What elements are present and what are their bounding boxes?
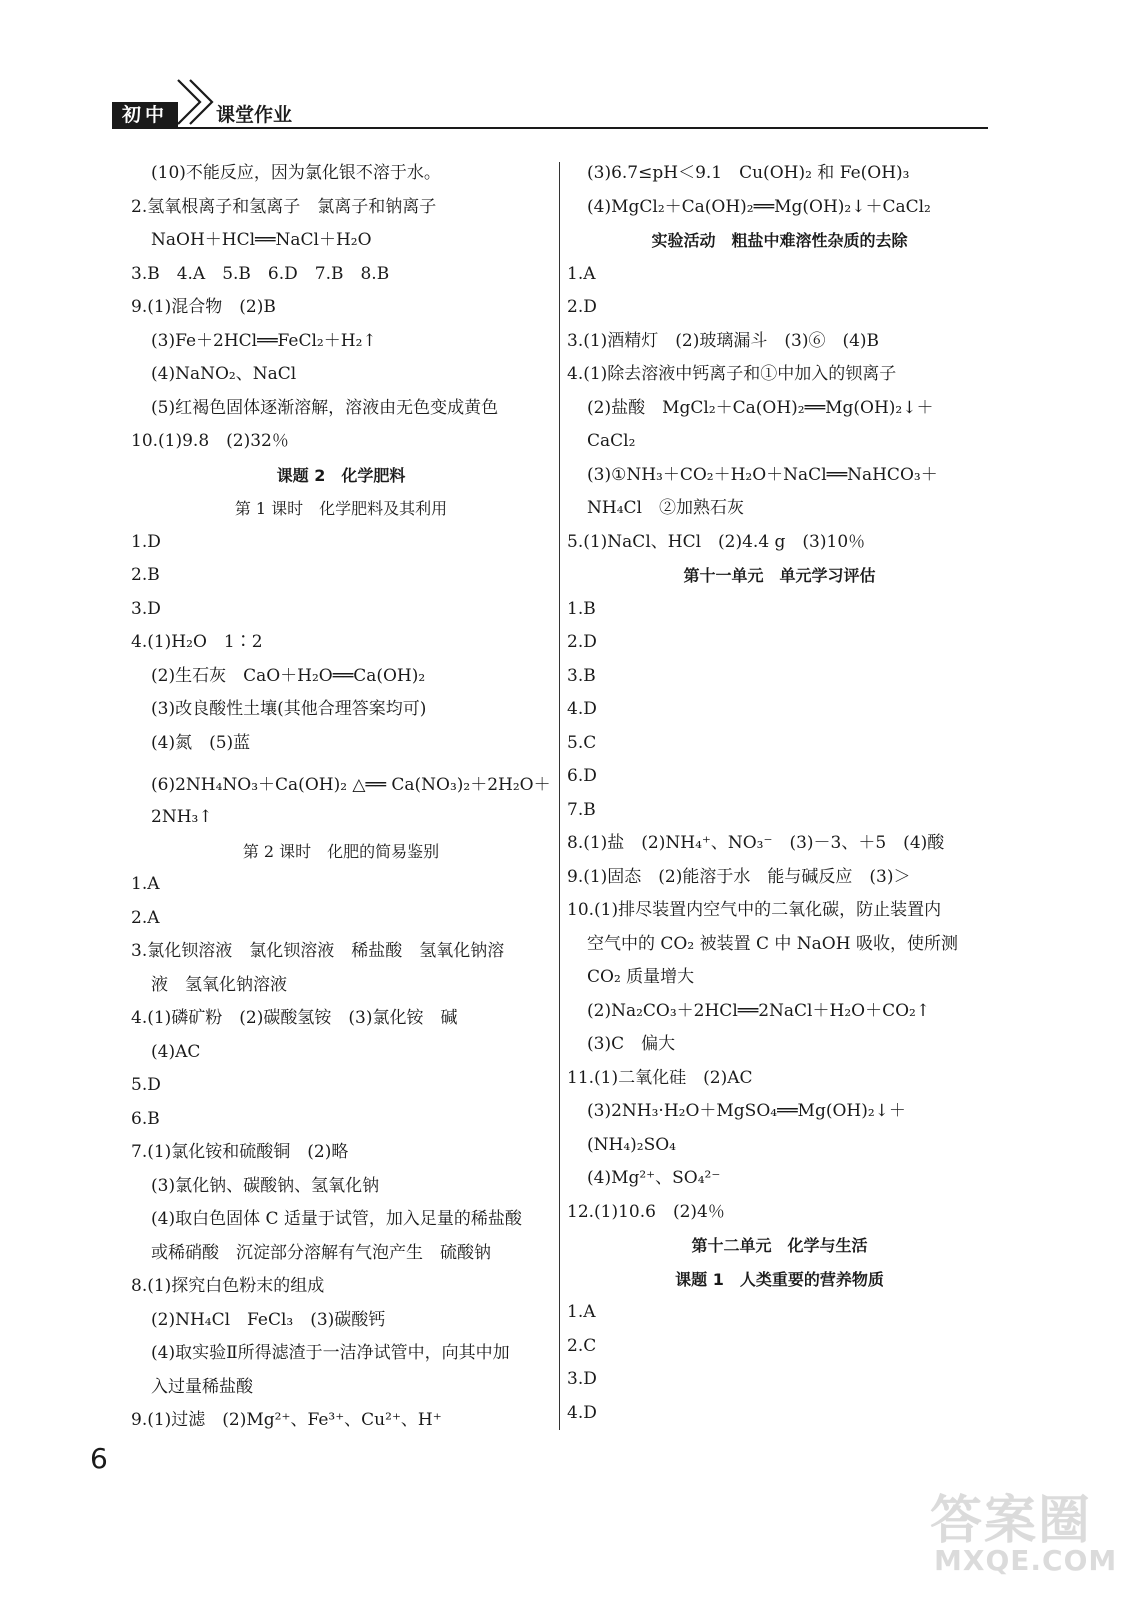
answer-line: 3.D: [131, 598, 161, 619]
answer-line: 3.氯化钡溶液 氯化钡溶液 稀盐酸 氢氧化钠溶: [131, 941, 505, 961]
answer-line: 或稀硝酸 沉淀部分溶解有气泡产生 硫酸钠: [151, 1242, 491, 1263]
answer-line: 5.C: [567, 732, 597, 753]
grade-badge: 初中: [112, 102, 178, 128]
answer-line: CO₂ 质量增大: [587, 967, 695, 987]
column-divider: [559, 162, 560, 1430]
watermark-url: MXQE.COM: [934, 1544, 1118, 1577]
answer-line: 1.D: [131, 531, 161, 552]
answer-line: (2)生石灰 CaO＋H₂O══Ca(OH)₂: [151, 665, 426, 686]
answer-line: (4)MgCl₂＋Ca(OH)₂══Mg(OH)₂↓＋CaCl₂: [587, 196, 931, 217]
answer-line: (4)NaNO₂、NaCl: [151, 364, 297, 384]
lesson-heading: 第 1 课时 化学肥料及其利用: [234, 499, 448, 518]
answer-line: 4.(1)除去溶液中钙离子和①中加入的钡离子: [567, 364, 897, 384]
answer-line: 10.(1)排尽装置内空气中的二氧化碳，防止装置内: [567, 900, 942, 920]
answer-line: (NH₄)₂SO₄: [587, 1134, 676, 1155]
answer-line: (3)Fe＋2HCl══FeCl₂＋H₂↑: [151, 330, 377, 351]
answer-line: 9.(1)固态 (2)能溶于水 能与碱反应 (3)＞: [567, 866, 911, 887]
left-column: [131, 157, 551, 1438]
answer-line: 4.D: [567, 699, 597, 719]
answer-line: 3.(1)酒精灯 (2)玻璃漏斗 (3)⑥ (4)B: [567, 330, 880, 351]
answer-line: (4)取白色固体 C 适量于试管，加入足量的稀盐酸: [151, 1209, 522, 1229]
answer-line: 8.(1)探究白色粉末的组成: [131, 1276, 325, 1296]
answer-line: 7.B: [567, 799, 596, 820]
answer-line: 2.C: [567, 1335, 597, 1356]
answer-line: 4.D: [567, 1402, 597, 1423]
answer-line: 3.B 4.A 5.B 6.D 7.B 8.B: [131, 263, 390, 284]
answer-line: CaCl₂: [587, 431, 636, 451]
answer-line: (2)Na₂CO₃＋2HCl══2NaCl＋H₂O＋CO₂↑: [587, 1000, 931, 1021]
answer-line: 1.A: [567, 1302, 596, 1322]
answer-line: 空气中的 CO₂ 被装置 C 中 NaOH 吸收，使所测: [587, 933, 958, 954]
answer-line: NH₄Cl ②加熟石灰: [587, 498, 744, 518]
answer-line: (4)AC: [151, 1041, 201, 1062]
answer-line: 2.D: [567, 632, 597, 652]
answer-line: 6.D: [567, 766, 597, 786]
page-header: [112, 78, 988, 128]
section-heading: 实验活动 粗盐中难溶性杂质的去除: [651, 231, 908, 250]
answer-line: 2.B: [131, 565, 160, 585]
answer-line: (3)6.7≤pH＜9.1 Cu(OH)₂ 和 Fe(OH)₃: [587, 163, 910, 183]
section-heading: 课题 1 人类重要的营养物质: [675, 1269, 884, 1289]
book-title: 课堂作业: [216, 104, 293, 126]
lesson-heading: 第 2 课时 化肥的简易鉴别: [242, 841, 440, 861]
answer-line: 2.A: [131, 907, 160, 928]
answer-line: (3)改良酸性土壤(其他合理答案均可): [151, 699, 427, 719]
answer-line: 5.D: [131, 1075, 161, 1095]
answer-line: (10)不能反应，因为氯化银不溶于水。: [151, 163, 441, 183]
section-heading: 课题 2 化学肥料: [276, 465, 406, 485]
answer-line: (6)2NH₄NO₃＋Ca(OH)₂ △══ Ca(NO₃)₂＋2H₂O＋: [151, 775, 551, 795]
answer-line: NaOH＋HCl══NaCl＋H₂O: [151, 230, 372, 250]
answer-line: 2.D: [567, 297, 597, 317]
answer-line: 2.氢氧根离子和氢离子 氯离子和钠离子: [131, 196, 437, 217]
answer-line: 入过量稀盐酸: [151, 1376, 253, 1397]
answer-line: 1.B: [567, 598, 596, 619]
answer-line: 10.(1)9.8 (2)32％: [131, 431, 289, 451]
answer-line: (4)氮 (5)蓝: [151, 732, 251, 753]
answer-line: (3)C 偏大: [587, 1034, 676, 1054]
answer-line: 9.(1)过滤 (2)Mg²⁺、Fe³⁺、Cu²⁺、H⁺: [131, 1410, 442, 1430]
answer-line: 11.(1)二氧化硅 (2)AC: [567, 1067, 753, 1088]
answer-line: (2)NH₄Cl FeCl₃ (3)碳酸钙: [151, 1309, 386, 1330]
watermark-logo: [920, 1478, 1120, 1588]
answer-line: 1.A: [567, 263, 596, 284]
answer-line: (2)盐酸 MgCl₂＋Ca(OH)₂══Mg(OH)₂↓＋: [587, 397, 934, 418]
answer-line: 1.A: [131, 874, 160, 894]
answer-line: 2NH₃↑: [151, 807, 213, 827]
right-column: [567, 157, 992, 1430]
answer-line: 3.B: [567, 665, 596, 686]
answer-line: 7.(1)氯化铵和硫酸铜 (2)略: [131, 1142, 349, 1162]
answer-line: 12.(1)10.6 (2)4％: [567, 1201, 725, 1222]
page-number: 6: [90, 1442, 108, 1475]
answer-line: 4.(1)磷矿粉 (2)碳酸氢铵 (3)氯化铵 碱: [131, 1008, 458, 1028]
answer-line: (3)2NH₃·H₂O＋MgSO₄══Mg(OH)₂↓＋: [587, 1101, 906, 1121]
answer-line: 5.(1)NaCl、HCl (2)4.4 g (3)10％: [567, 531, 866, 552]
answer-line: (3)①NH₃＋CO₂＋H₂O＋NaCl══NaHCO₃＋: [587, 464, 938, 485]
answer-line: (5)红褐色固体逐渐溶解，溶液由无色变成黄色: [151, 397, 499, 418]
answer-line: 6.B: [131, 1108, 160, 1129]
answer-line: 8.(1)盐 (2)NH₄⁺、NO₃⁻ (3)－3、＋5 (4)酸: [567, 833, 945, 853]
answer-line: (4)Mg²⁺、SO₄²⁻: [587, 1168, 721, 1188]
answer-line: 液 氢氧化钠溶液: [151, 974, 287, 995]
section-heading: 第十一单元 单元学习评估: [683, 566, 876, 585]
watermark-text: 答案圈: [930, 1491, 1093, 1551]
answer-line: 4.(1)H₂O 1∶2: [131, 632, 263, 652]
section-heading: 第十二单元 化学与生活: [691, 1236, 868, 1255]
answer-line: 3.D: [567, 1369, 597, 1389]
answer-line: (3)氯化钠、碳酸钠、氢氧化钠: [151, 1175, 380, 1196]
answer-line: (4)取实验Ⅱ所得滤渣于一洁净试管中，向其中加: [151, 1343, 510, 1363]
header-rule: [112, 127, 988, 129]
answer-line: 9.(1)混合物 (2)B: [131, 297, 276, 317]
